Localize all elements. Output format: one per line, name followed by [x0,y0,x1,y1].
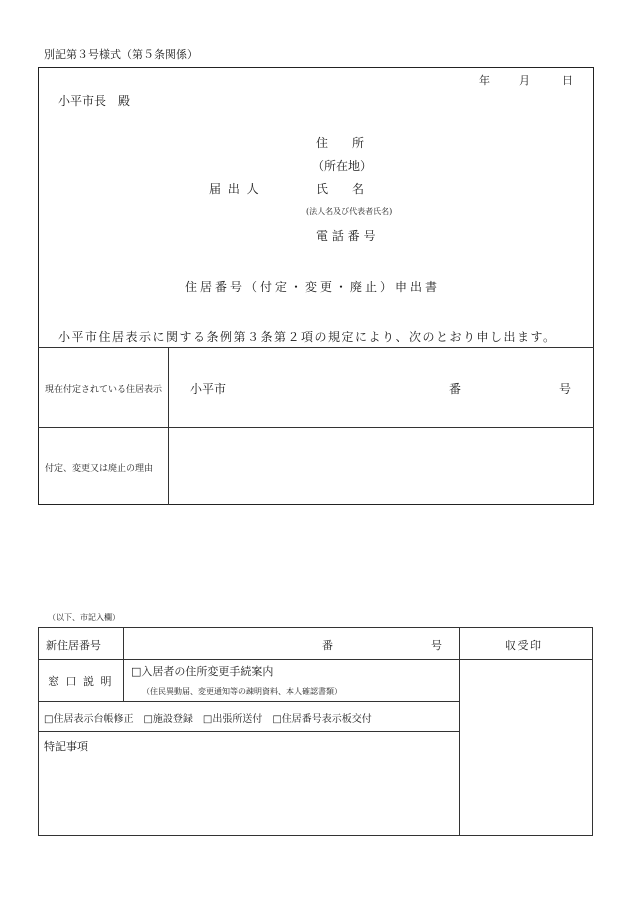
window-label: 窓 口 説 明 [48,675,113,688]
table1-column-divider [168,347,169,505]
new-number-go: 号 [431,639,442,652]
table1-middle-border [38,427,594,428]
notes-label: 特記事項 [44,740,88,753]
window-note: （住民異動届、変更通知等の疎明資料、本人確認書類） [142,687,342,696]
label-column-divider [123,627,124,701]
city-use-label: （以下、市記入欄） [48,613,120,622]
date-year: 年 [479,74,490,87]
applicant-phone-label: 電 話 番 号 [316,229,376,243]
applicant-location-label: （所在地） [312,159,373,173]
current-address-label: 現在付定されている住居表示 [45,385,163,395]
row2-border [38,701,459,702]
new-number-label: 新住居番号 [46,639,101,652]
current-address-go: 号 [559,382,572,396]
processing-checks: □住居表示台帳修正 □施設登録 □出張所送付 □住居番号表示板交付 [44,714,372,725]
applicant-address-label: 住 所 [316,136,365,150]
new-number-ban: 番 [322,639,333,652]
current-address-city: 小平市 [190,382,227,396]
addressee: 小平市長 殿 [58,94,131,108]
form-title: 住居番号（付定・変更・廃止）申出書 [185,280,441,294]
current-address-ban: 番 [449,382,462,396]
date-month: 月 [519,74,530,87]
date-day: 日 [562,74,573,87]
statement-text: 小平市住居表示に関する条例第３条第２項の規定により、次のとおり申し出ます。 [58,330,557,344]
window-item: □入居者の住所変更手続案内 [131,665,274,678]
applicant-name-note: (法人名及び代表者氏名) [306,207,393,216]
table1-top-border [38,347,594,348]
applicant-name-label: 氏 名 [316,182,365,196]
form-label: 別記第３号様式（第５条関係） [44,48,198,61]
row1-border [38,659,593,660]
applicant-label: 届 出 人 [209,182,261,196]
receipt-stamp-label: 収受印 [505,639,543,652]
row3-border [38,731,459,732]
reason-label: 付定、変更又は廃止の理由 [45,464,154,474]
